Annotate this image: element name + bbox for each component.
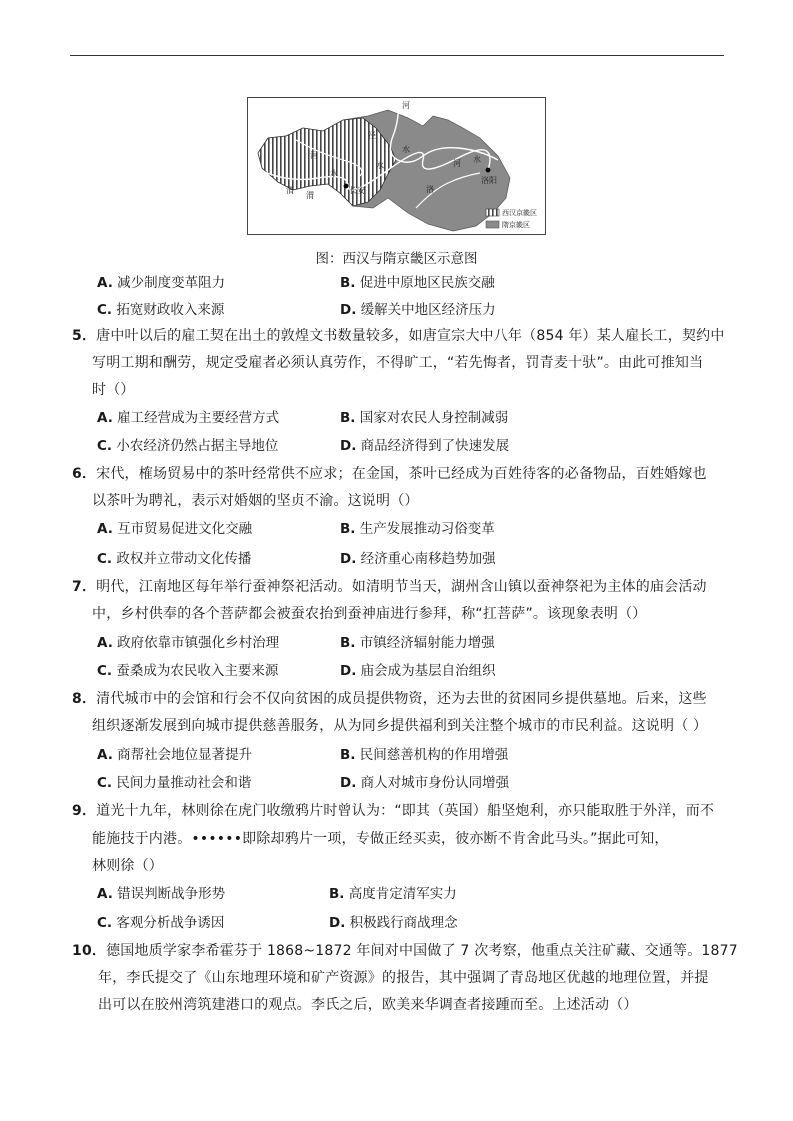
map-label-shui2: 水 <box>376 161 384 170</box>
q5-stem-line-1: 5．唐中叶以后的雇工契在出土的敦煌文书数量较多，如唐宣宗大中八年（854 年）某人雇长工，契约中 <box>72 328 725 344</box>
map-label-he1: 河 <box>402 101 410 110</box>
map-svg <box>248 98 545 234</box>
q8-stem-line-2: 组织逐渐发展到向城市提供慈善服务，从为同乡提供福利到关注整个城市的市民利益。这说明（ ） <box>92 718 708 734</box>
q6-stem-line-2: 以茶叶为聘礼，表示对婚姻的坚贞不渝。这说明（） <box>92 493 419 509</box>
q7-option-a[interactable]: A. 政府依靠市镇强化乡村治理 <box>97 635 280 651</box>
q7-option-d[interactable]: D. 庙会成为基层自治组织 <box>340 663 496 679</box>
map-label-wei2: 渭 <box>306 191 314 200</box>
q8-option-d[interactable]: D. 商人对城市身份认同增强 <box>340 775 510 791</box>
q9-stem-line-3: 林则徐（） <box>92 858 163 874</box>
q9-option-d[interactable]: D. 积极践行商战理念 <box>329 915 458 931</box>
map-label-luo: 洛 <box>426 185 434 194</box>
q9-number: 9． <box>72 803 97 819</box>
map-label-changan: 长安 <box>349 186 365 195</box>
q7-stem-line-1: 7．明代，江南地区每年举行蚕神祭祀活动。如清明节当天，湖州含山镇以蚕神祭祀为主体的庙会活动 <box>72 579 707 595</box>
header-rule <box>70 55 724 56</box>
q9-stem-line-1: 9．道光十九年，林则徐在虎门收缴鸦片时曾认为：“即其（英国）船坚炮利，亦只能取胜于外洋，而不 <box>72 803 715 819</box>
q5-option-d[interactable]: D. 商品经济得到了快速发展 <box>340 438 510 454</box>
changan-dot <box>344 184 349 189</box>
q8-option-b[interactable]: B. 民间慈善机构的作用增强 <box>340 747 509 763</box>
q6-number: 6． <box>72 466 97 482</box>
q10-stem-line-2: 年，李氏提交了《山东地理环境和矿产资源》的报告，其中强调了青岛地区优越的地理位置，并提 <box>98 970 709 986</box>
map-label-wei1: 渭 <box>286 186 294 195</box>
map-label-he3: 河 <box>453 159 461 168</box>
q8-stem-line-1: 8．清代城市中的会馆和行会不仅向贫困的成员提供物资，还为去世的贫困同乡提供墓地。后来，这些 <box>72 691 707 707</box>
map-label-luoyang: 洛阳 <box>481 176 497 185</box>
q8-option-c[interactable]: C. 民间力量推动社会和谐 <box>97 775 252 791</box>
q5-option-b[interactable]: B. 国家对农民人身控制减弱 <box>340 410 509 426</box>
q4-option-b[interactable]: B. 促进中原地区民族交融 <box>340 275 495 291</box>
q4-option-a[interactable]: A. 减少制度变革阻力 <box>97 275 226 291</box>
q5-number: 5． <box>72 328 97 344</box>
q10-stem-line-3: 出可以在胶州湾筑建港口的观点。李氏之后，欧美来华调查者接踵而至。上述活动（） <box>98 997 638 1013</box>
q10-number: 10． <box>72 943 107 959</box>
q9-option-b[interactable]: B. 高度肯定清军实力 <box>329 886 457 902</box>
map-label-he2: 河 <box>310 151 318 160</box>
legend-sui-swatch <box>486 221 499 228</box>
q7-number: 7． <box>72 579 97 595</box>
q5-option-c[interactable]: C. 小农经济仍然占据主导地位 <box>97 438 279 454</box>
q4-option-d[interactable]: D. 缓解关中地区经济压力 <box>340 302 496 318</box>
q9-stem-line-2: 能施技于内港。••••••即除却鸦片一项，专做正经买卖，彼亦断不肯舍此马头。”据此可知， <box>92 831 669 847</box>
q6-option-a[interactable]: A. 互市贸易促进文化交融 <box>97 521 253 537</box>
q8-number: 8． <box>72 691 97 707</box>
map-label-shui4: 水 <box>473 155 481 164</box>
legend-sui-label: 隋京畿区 <box>502 221 530 229</box>
map-label-jing: 泾 <box>368 131 376 140</box>
map-label-shui1: 水 <box>402 145 410 154</box>
q7-option-c[interactable]: C. 蚕桑成为农民收入主要来源 <box>97 663 279 679</box>
q5-option-a[interactable]: A. 雇工经营成为主要经营方式 <box>97 410 280 426</box>
map-figure <box>247 97 546 235</box>
q9-option-c[interactable]: C. 客观分析战争诱因 <box>97 915 225 931</box>
legend-xihan-swatch <box>486 209 499 216</box>
q10-stem-line-1: 10．德国地质学家李希霍芬于 1868~1872 年间对中国做了 7 次考察，他重点关注矿藏、交通等。1877 <box>72 943 738 959</box>
figure-caption: 图：西汉与隋京畿区示意图 <box>315 251 478 267</box>
q6-option-c[interactable]: C. 政权并立带动文化传播 <box>97 551 252 567</box>
q7-option-b[interactable]: B. 市镇经济辐射能力增强 <box>340 635 495 651</box>
legend-xihan-label: 西汉京畿区 <box>502 209 537 217</box>
q6-stem-line-1: 6．宋代，榷场贸易中的茶叶经常供不应求；在金国，茶叶已经成为百姓待客的必备物品，百姓婚嫁也 <box>72 466 707 482</box>
q6-option-b[interactable]: B. 生产发展推动习俗变革 <box>340 521 495 537</box>
q9-option-a[interactable]: A. 错误判断战争形势 <box>97 886 226 902</box>
q5-stem-line-3: 时（） <box>92 382 135 398</box>
q6-option-d[interactable]: D. 经济重心南移趋势加强 <box>340 551 496 567</box>
map-label-shui3: 水 <box>330 169 338 178</box>
luoyang-dot <box>486 168 491 173</box>
q8-option-a[interactable]: A. 商帮社会地位显著提升 <box>97 747 253 763</box>
q4-option-c[interactable]: C. 拓宽财政收入来源 <box>97 302 225 318</box>
q5-stem-line-2: 写明工期和酬劳，规定受雇者必须认真劳作，不得旷工，“若先悔者，罚青麦十驮”。由此可推知当 <box>92 355 704 371</box>
q7-stem-line-2: 中，乡村供奉的各个菩萨都会被蚕农抬到蚕神庙进行参拜，称“扛菩萨”。该现象表明（） <box>92 606 647 622</box>
